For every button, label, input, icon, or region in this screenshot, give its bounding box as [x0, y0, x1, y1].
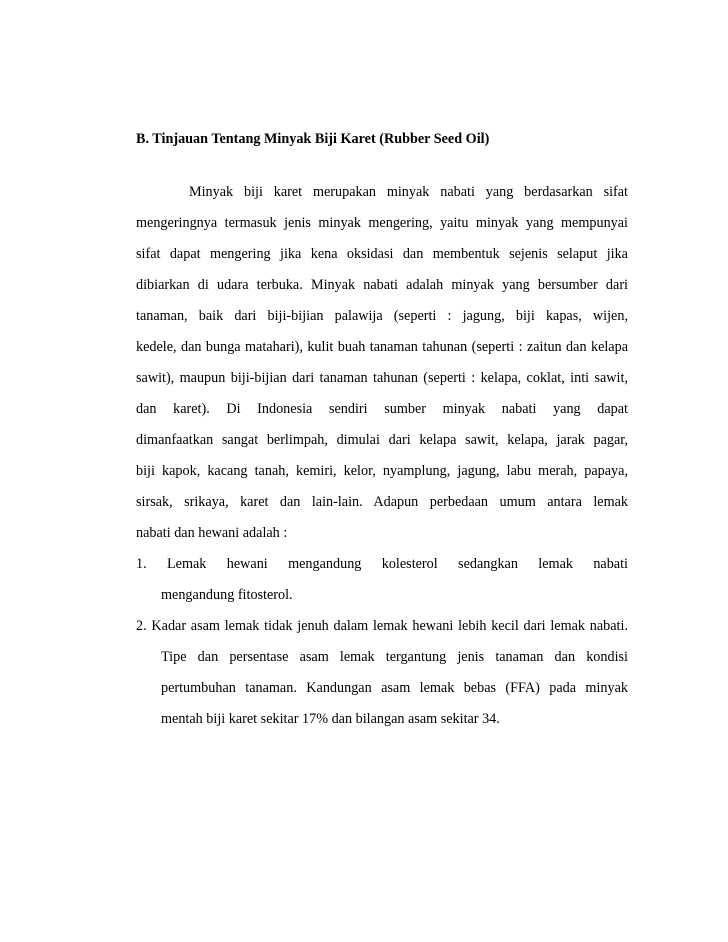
- paragraph-line: dan karet). Di Indonesia sendiri sumber minyak nabati yang dapat: [136, 401, 628, 417]
- section-heading: B. Tinjauan Tentang Minyak Biji Karet (Rubber Seed Oil): [136, 131, 490, 147]
- paragraph-line: biji kapok, kacang tanah, kemiri, kelor, nyamplung, jagung, labu merah, papaya,: [136, 463, 628, 479]
- list-item-2-line: 2. Kadar asam lemak tidak jenuh dalam lemak hewani lebih kecil dari lemak nabati.: [136, 618, 628, 634]
- paragraph-line: mengeringnya termasuk jenis minyak mengering, yaitu minyak yang mempunyai: [136, 215, 628, 231]
- paragraph-line: sawit), maupun biji-bijian dari tanaman tahunan (seperti : kelapa, coklat, inti sawit,: [136, 370, 628, 386]
- list-item-1-continuation: mengandung fitosterol.: [161, 587, 293, 603]
- list-item-2-continuation: mentah biji karet sekitar 17% dan bilangan asam sekitar 34.: [161, 711, 500, 727]
- paragraph-line: Minyak biji karet merupakan minyak nabati yang berdasarkan sifat: [189, 184, 628, 200]
- paragraph-line: dimanfaatkan sangat berlimpah, dimulai dari kelapa sawit, kelapa, jarak pagar,: [136, 432, 628, 448]
- paragraph-line: dibiarkan di udara terbuka. Minyak nabati adalah minyak yang bersumber dari: [136, 277, 628, 293]
- paragraph-line: nabati dan hewani adalah :: [136, 525, 288, 541]
- list-item-2-continuation: pertumbuhan tanaman. Kandungan asam lemak bebas (FFA) pada minyak: [161, 680, 628, 696]
- paragraph-line: sirsak, srikaya, karet dan lain-lain. Adapun perbedaan umum antara lemak: [136, 494, 628, 510]
- paragraph-line: kedele, dan bunga matahari), kulit buah tanaman tahunan (seperti : zaitun dan kelapa: [136, 339, 628, 355]
- list-item-1-line: 1. Lemak hewani mengandung kolesterol sedangkan lemak nabati: [136, 556, 628, 572]
- list-item-2-continuation: Tipe dan persentase asam lemak tergantung jenis tanaman dan kondisi: [161, 649, 628, 665]
- paragraph-line: tanaman, baik dari biji-bijian palawija (seperti : jagung, biji kapas, wijen,: [136, 308, 628, 324]
- paragraph-line: sifat dapat mengering jika kena oksidasi dan membentuk sejenis selaput jika: [136, 246, 628, 262]
